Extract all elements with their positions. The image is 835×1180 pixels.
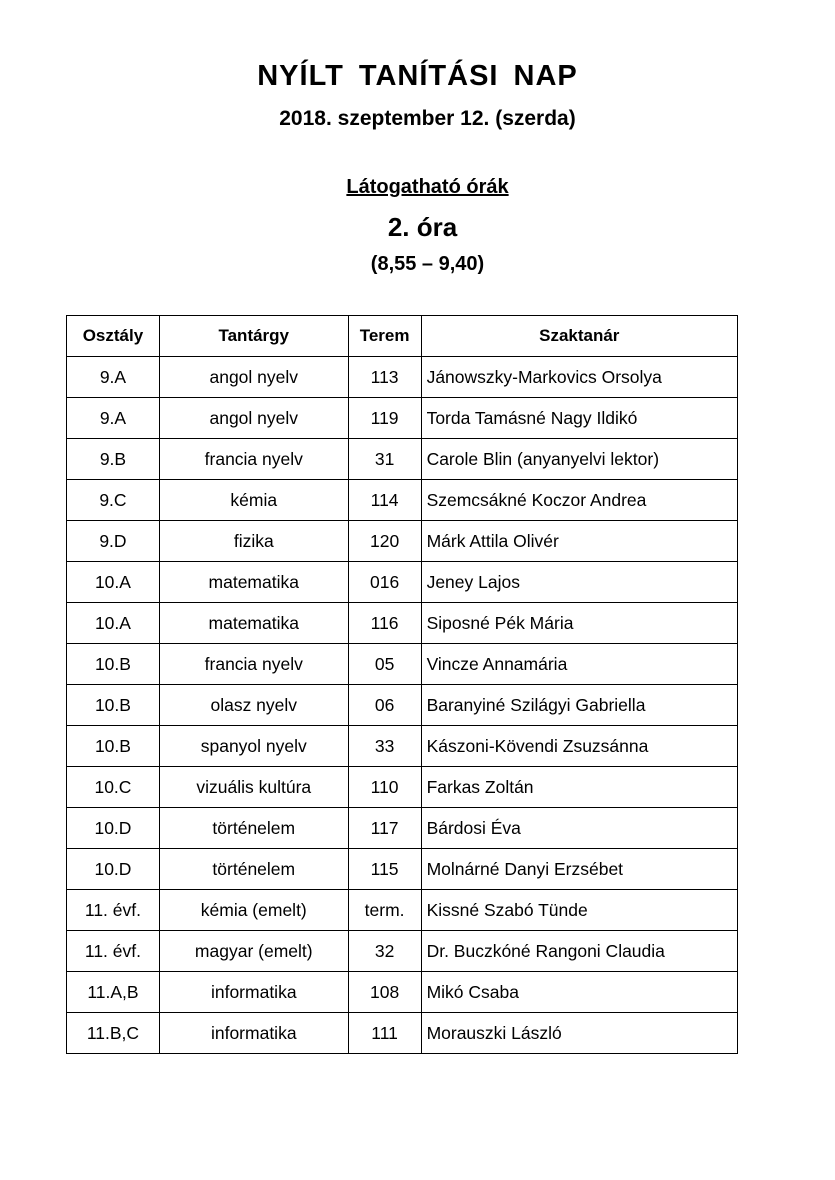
cell-class: 11.A,B — [67, 972, 160, 1013]
cell-room: 117 — [348, 808, 421, 849]
column-header-teacher: Szaktanár — [421, 316, 737, 357]
cell-room: 05 — [348, 644, 421, 685]
cell-subject: történelem — [159, 808, 348, 849]
cell-subject: angol nyelv — [159, 357, 348, 398]
cell-class: 9.A — [67, 357, 160, 398]
page-title: NYÍLT TANÍTÁSI NAP — [257, 60, 578, 92]
lesson-number: 2. óra — [387, 212, 458, 242]
table-row — [67, 521, 738, 562]
cell-teacher: Jánowszky-Markovics Orsolya — [421, 357, 737, 398]
cell-teacher: Bárdosi Éva — [421, 808, 737, 849]
cell-class: 10.B — [67, 644, 160, 685]
cell-class: 9.C — [67, 480, 160, 521]
cell-class: 10.A — [67, 562, 160, 603]
cell-subject: olasz nyelv — [159, 685, 348, 726]
schedule-table — [66, 315, 738, 1054]
cell-subject: magyar (emelt) — [159, 931, 348, 972]
table-row — [67, 398, 738, 439]
table-row — [67, 439, 738, 480]
table-header-row — [67, 316, 738, 357]
cell-class: 10.B — [67, 726, 160, 767]
cell-teacher: Molnárné Danyi Erzsébet — [421, 849, 737, 890]
cell-room: 120 — [348, 521, 421, 562]
column-header-class: Osztály — [67, 316, 160, 357]
cell-teacher: Mikó Csaba — [421, 972, 737, 1013]
cell-teacher: Jeney Lajos — [421, 562, 737, 603]
cell-room: 108 — [348, 972, 421, 1013]
cell-subject: angol nyelv — [159, 398, 348, 439]
cell-teacher: Kissné Szabó Tünde — [421, 890, 737, 931]
cell-teacher: Dr. Buczkóné Rangoni Claudia — [421, 931, 737, 972]
cell-class: 10.C — [67, 767, 160, 808]
cell-subject: kémia — [159, 480, 348, 521]
cell-subject: matematika — [159, 562, 348, 603]
cell-class: 10.B — [67, 685, 160, 726]
table-row — [67, 767, 738, 808]
column-header-subject: Tantárgy — [159, 316, 348, 357]
cell-room: 115 — [348, 849, 421, 890]
lesson-time: (8,55 – 9,40) — [370, 253, 485, 275]
table-row — [67, 644, 738, 685]
cell-room: 06 — [348, 685, 421, 726]
cell-room: 113 — [348, 357, 421, 398]
cell-teacher: Torda Tamásné Nagy Ildikó — [421, 398, 737, 439]
table-row — [67, 972, 738, 1013]
table-row — [67, 1013, 738, 1054]
cell-teacher: Kászoni-Kövendi Zsuzsánna — [421, 726, 737, 767]
cell-class: 9.D — [67, 521, 160, 562]
table-row — [67, 849, 738, 890]
cell-class: 11.B,C — [67, 1013, 160, 1054]
cell-room: 114 — [348, 480, 421, 521]
cell-room: 33 — [348, 726, 421, 767]
table-row — [67, 808, 738, 849]
cell-teacher: Baranyiné Szilágyi Gabriella — [421, 685, 737, 726]
cell-room: 119 — [348, 398, 421, 439]
table-row — [67, 685, 738, 726]
cell-room: 116 — [348, 603, 421, 644]
cell-class: 11. évf. — [67, 931, 160, 972]
cell-teacher: Siposné Pék Mária — [421, 603, 737, 644]
cell-subject: fizika — [159, 521, 348, 562]
cell-room: 31 — [348, 439, 421, 480]
section-heading — [0, 176, 835, 199]
cell-subject: kémia (emelt) — [159, 890, 348, 931]
cell-class: 9.A — [67, 398, 160, 439]
table-row — [67, 931, 738, 972]
table-row — [67, 603, 738, 644]
cell-teacher: Vincze Annamária — [421, 644, 737, 685]
cell-subject: matematika — [159, 603, 348, 644]
cell-subject: történelem — [159, 849, 348, 890]
cell-class: 10.D — [67, 849, 160, 890]
cell-class: 9.B — [67, 439, 160, 480]
cell-room: 111 — [348, 1013, 421, 1054]
cell-room: 016 — [348, 562, 421, 603]
cell-teacher: Szemcsákné Koczor Andrea — [421, 480, 737, 521]
cell-subject: informatika — [159, 972, 348, 1013]
cell-subject: informatika — [159, 1013, 348, 1054]
cell-subject: spanyol nyelv — [159, 726, 348, 767]
cell-teacher: Márk Attila Olivér — [421, 521, 737, 562]
section-heading-text: Látogatható órák — [346, 176, 509, 198]
cell-subject: francia nyelv — [159, 439, 348, 480]
table-row — [67, 480, 738, 521]
table-row — [67, 357, 738, 398]
cell-class: 11. évf. — [67, 890, 160, 931]
cell-room: 32 — [348, 931, 421, 972]
cell-subject: vizuális kultúra — [159, 767, 348, 808]
column-header-room: Terem — [348, 316, 421, 357]
cell-class: 10.D — [67, 808, 160, 849]
cell-class: 10.A — [67, 603, 160, 644]
table-row — [67, 726, 738, 767]
cell-room: term. — [348, 890, 421, 931]
cell-room: 110 — [348, 767, 421, 808]
cell-teacher: Farkas Zoltán — [421, 767, 737, 808]
cell-teacher: Morauszki László — [421, 1013, 737, 1054]
table-row — [67, 890, 738, 931]
cell-subject: francia nyelv — [159, 644, 348, 685]
event-date: 2018. szeptember 12. (szerda) — [279, 107, 576, 130]
cell-teacher: Carole Blin (anyanyelvi lektor) — [421, 439, 737, 480]
table-row — [67, 562, 738, 603]
